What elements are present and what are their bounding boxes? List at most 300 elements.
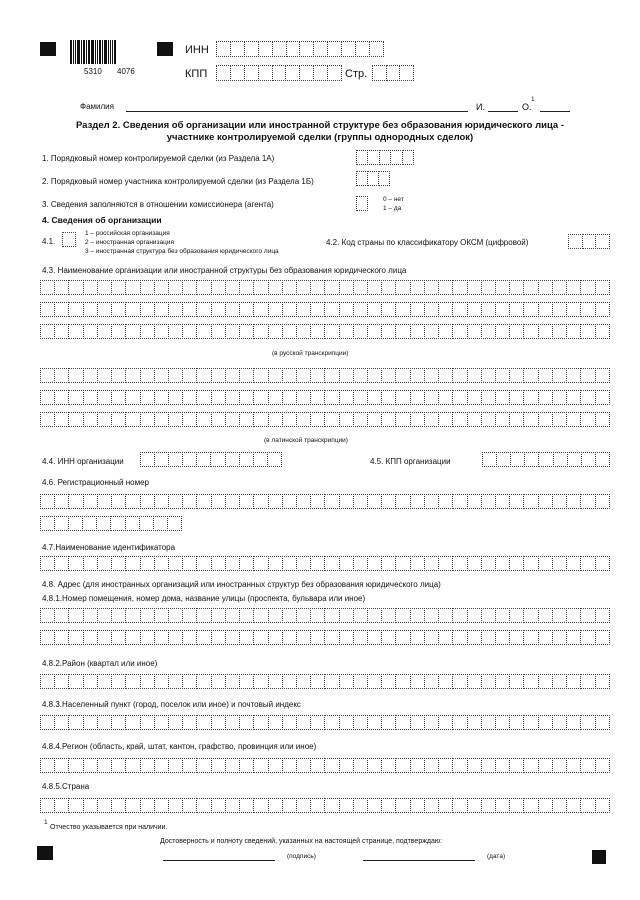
input-cell[interactable]: [566, 368, 581, 383]
input-cell[interactable]: [282, 630, 297, 645]
input-cell[interactable]: [211, 494, 226, 509]
input-cell[interactable]: [339, 368, 354, 383]
input-cell[interactable]: [40, 324, 55, 339]
input-cell[interactable]: [467, 302, 482, 317]
input-cell[interactable]: [239, 556, 254, 571]
input-cell[interactable]: [111, 758, 126, 773]
input-cell[interactable]: [282, 368, 297, 383]
input-cell[interactable]: [339, 715, 354, 730]
input-cell[interactable]: [538, 452, 553, 467]
input-cell[interactable]: [154, 452, 169, 467]
input-cell[interactable]: [125, 324, 140, 339]
input-cell[interactable]: [523, 715, 538, 730]
input-cell[interactable]: [568, 234, 583, 249]
input-cell[interactable]: [395, 302, 410, 317]
initial-o-line[interactable]: [540, 111, 570, 112]
input-cell[interactable]: [395, 556, 410, 571]
input-cell[interactable]: [282, 556, 297, 571]
input-cell[interactable]: [481, 556, 496, 571]
input-cell[interactable]: [268, 412, 283, 427]
input-cell[interactable]: [154, 302, 169, 317]
input-cell[interactable]: [595, 556, 610, 571]
input-cell[interactable]: [182, 758, 197, 773]
input-cell[interactable]: [211, 630, 226, 645]
input-cell[interactable]: [239, 798, 254, 813]
input-cell[interactable]: [310, 390, 325, 405]
input-cell[interactable]: [438, 368, 453, 383]
input-cell[interactable]: [467, 798, 482, 813]
input-cell[interactable]: [481, 280, 496, 295]
input-cell[interactable]: [523, 608, 538, 623]
input-cell[interactable]: [381, 368, 396, 383]
input-cell[interactable]: [40, 412, 55, 427]
input-cell[interactable]: [140, 630, 155, 645]
input-cell[interactable]: [211, 556, 226, 571]
input-cell[interactable]: [97, 280, 112, 295]
input-cell[interactable]: [410, 798, 425, 813]
input-cell[interactable]: [580, 302, 595, 317]
input-cell[interactable]: [467, 368, 482, 383]
input-cell[interactable]: [216, 65, 231, 81]
input-cell[interactable]: [239, 280, 254, 295]
input-cell[interactable]: [353, 608, 368, 623]
input-cell[interactable]: [139, 516, 154, 531]
input-cell[interactable]: [324, 715, 339, 730]
input-cell[interactable]: [40, 280, 55, 295]
input-cell[interactable]: [225, 280, 240, 295]
input-cell[interactable]: [182, 452, 197, 467]
input-cell[interactable]: [111, 556, 126, 571]
input-cell[interactable]: [83, 556, 98, 571]
input-cell[interactable]: [196, 368, 211, 383]
input-cell[interactable]: [353, 412, 368, 427]
input-cell[interactable]: [168, 302, 183, 317]
input-cell[interactable]: [356, 196, 368, 211]
input-cell[interactable]: [353, 324, 368, 339]
input-cell[interactable]: [83, 324, 98, 339]
input-cell[interactable]: [467, 715, 482, 730]
input-cell[interactable]: [580, 494, 595, 509]
input-cell[interactable]: [310, 302, 325, 317]
input-cell[interactable]: [510, 452, 525, 467]
input-cell[interactable]: [239, 452, 254, 467]
input-cell[interactable]: [424, 715, 439, 730]
input-cell[interactable]: [225, 390, 240, 405]
input-cell[interactable]: [253, 630, 268, 645]
input-cell[interactable]: [68, 494, 83, 509]
input-cell[interactable]: [211, 412, 226, 427]
input-cell[interactable]: [97, 608, 112, 623]
input-cell[interactable]: [296, 630, 311, 645]
input-cell[interactable]: [97, 630, 112, 645]
input-cell[interactable]: [68, 516, 83, 531]
input-cell[interactable]: [239, 494, 254, 509]
input-cell[interactable]: [395, 280, 410, 295]
input-cell[interactable]: [595, 368, 610, 383]
input-cell[interactable]: [452, 630, 467, 645]
input-cell[interactable]: [424, 674, 439, 689]
input-cell[interactable]: [196, 674, 211, 689]
input-cell[interactable]: [324, 630, 339, 645]
input-cell[interactable]: [310, 494, 325, 509]
input-cell[interactable]: [125, 280, 140, 295]
input-cell[interactable]: [424, 280, 439, 295]
field-45-cells[interactable]: [482, 452, 610, 467]
input-cell[interactable]: [268, 494, 283, 509]
input-cell[interactable]: [566, 324, 581, 339]
input-cell[interactable]: [580, 280, 595, 295]
input-cell[interactable]: [452, 324, 467, 339]
input-cell[interactable]: [253, 674, 268, 689]
input-cell[interactable]: [324, 758, 339, 773]
input-cell[interactable]: [68, 302, 83, 317]
input-cell[interactable]: [282, 280, 297, 295]
input-cell[interactable]: [282, 324, 297, 339]
input-cell[interactable]: [182, 630, 197, 645]
input-cell[interactable]: [97, 556, 112, 571]
input-cell[interactable]: [524, 452, 539, 467]
input-cell[interactable]: [481, 630, 496, 645]
input-cell[interactable]: [452, 280, 467, 295]
input-cell[interactable]: [268, 324, 283, 339]
input-cell[interactable]: [196, 608, 211, 623]
input-cell[interactable]: [310, 758, 325, 773]
field-484-row-1[interactable]: [40, 758, 610, 773]
field-41-cell[interactable]: [62, 232, 76, 247]
input-cell[interactable]: [467, 324, 482, 339]
input-cell[interactable]: [253, 608, 268, 623]
input-cell[interactable]: [239, 674, 254, 689]
input-cell[interactable]: [481, 324, 496, 339]
input-cell[interactable]: [282, 390, 297, 405]
input-cell[interactable]: [495, 368, 510, 383]
input-cell[interactable]: [395, 494, 410, 509]
input-cell[interactable]: [225, 608, 240, 623]
input-cell[interactable]: [168, 674, 183, 689]
input-cell[interactable]: [140, 798, 155, 813]
input-cell[interactable]: [40, 516, 55, 531]
input-cell[interactable]: [97, 368, 112, 383]
input-cell[interactable]: [381, 280, 396, 295]
input-cell[interactable]: [324, 674, 339, 689]
input-cell[interactable]: [552, 494, 567, 509]
input-cell[interactable]: [495, 494, 510, 509]
input-cell[interactable]: [83, 494, 98, 509]
input-cell[interactable]: [367, 368, 382, 383]
input-cell[interactable]: [353, 758, 368, 773]
input-cell[interactable]: [196, 630, 211, 645]
input-cell[interactable]: [239, 390, 254, 405]
input-cell[interactable]: [225, 674, 240, 689]
input-cell[interactable]: [438, 390, 453, 405]
input-cell[interactable]: [313, 65, 328, 81]
input-cell[interactable]: [367, 798, 382, 813]
input-cell[interactable]: [424, 494, 439, 509]
input-cell[interactable]: [282, 302, 297, 317]
input-cell[interactable]: [154, 412, 169, 427]
input-cell[interactable]: [153, 516, 168, 531]
input-cell[interactable]: [310, 608, 325, 623]
input-cell[interactable]: [395, 630, 410, 645]
input-cell[interactable]: [68, 280, 83, 295]
input-cell[interactable]: [211, 798, 226, 813]
input-cell[interactable]: [182, 494, 197, 509]
input-cell[interactable]: [125, 516, 140, 531]
input-cell[interactable]: [310, 324, 325, 339]
input-cell[interactable]: [467, 630, 482, 645]
input-cell[interactable]: [552, 390, 567, 405]
input-cell[interactable]: [211, 715, 226, 730]
input-cell[interactable]: [225, 556, 240, 571]
input-cell[interactable]: [68, 715, 83, 730]
input-cell[interactable]: [410, 758, 425, 773]
input-cell[interactable]: [452, 302, 467, 317]
input-cell[interactable]: [111, 412, 126, 427]
input-cell[interactable]: [296, 368, 311, 383]
input-cell[interactable]: [595, 758, 610, 773]
input-cell[interactable]: [552, 715, 567, 730]
input-cell[interactable]: [353, 280, 368, 295]
input-cell[interactable]: [410, 280, 425, 295]
input-cell[interactable]: [125, 715, 140, 730]
input-cell[interactable]: [296, 494, 311, 509]
input-cell[interactable]: [567, 452, 582, 467]
input-cell[interactable]: [97, 412, 112, 427]
input-cell[interactable]: [196, 452, 211, 467]
input-cell[interactable]: [54, 674, 69, 689]
input-cell[interactable]: [310, 368, 325, 383]
input-cell[interactable]: [140, 302, 155, 317]
input-cell[interactable]: [54, 368, 69, 383]
input-cell[interactable]: [372, 65, 387, 81]
input-cell[interactable]: [111, 280, 126, 295]
input-cell[interactable]: [523, 674, 538, 689]
field-483-row-1[interactable]: [40, 715, 610, 730]
input-cell[interactable]: [552, 324, 567, 339]
input-cell[interactable]: [367, 412, 382, 427]
input-cell[interactable]: [381, 608, 396, 623]
input-cell[interactable]: [495, 324, 510, 339]
input-cell[interactable]: [566, 674, 581, 689]
input-cell[interactable]: [225, 758, 240, 773]
input-cell[interactable]: [481, 798, 496, 813]
input-cell[interactable]: [125, 758, 140, 773]
input-cell[interactable]: [324, 798, 339, 813]
input-cell[interactable]: [211, 368, 226, 383]
input-cell[interactable]: [538, 324, 553, 339]
input-cell[interactable]: [595, 324, 610, 339]
input-cell[interactable]: [410, 556, 425, 571]
input-cell[interactable]: [54, 390, 69, 405]
input-cell[interactable]: [538, 798, 553, 813]
input-cell[interactable]: [552, 280, 567, 295]
input-cell[interactable]: [268, 368, 283, 383]
input-cell[interactable]: [96, 516, 111, 531]
input-cell[interactable]: [381, 798, 396, 813]
input-cell[interactable]: [268, 302, 283, 317]
input-cell[interactable]: [54, 302, 69, 317]
input-cell[interactable]: [40, 390, 55, 405]
input-cell[interactable]: [140, 494, 155, 509]
input-cell[interactable]: [395, 390, 410, 405]
field-2-cells[interactable]: [356, 171, 390, 186]
input-cell[interactable]: [324, 368, 339, 383]
input-cell[interactable]: [566, 758, 581, 773]
input-cell[interactable]: [211, 674, 226, 689]
input-cell[interactable]: [296, 798, 311, 813]
input-cell[interactable]: [395, 368, 410, 383]
input-cell[interactable]: [595, 798, 610, 813]
input-cell[interactable]: [196, 758, 211, 773]
input-cell[interactable]: [509, 390, 524, 405]
input-cell[interactable]: [40, 630, 55, 645]
input-cell[interactable]: [509, 324, 524, 339]
input-cell[interactable]: [54, 630, 69, 645]
input-cell[interactable]: [495, 608, 510, 623]
input-cell[interactable]: [253, 368, 268, 383]
input-cell[interactable]: [182, 608, 197, 623]
field-481-row-2[interactable]: [40, 630, 610, 645]
input-cell[interactable]: [410, 324, 425, 339]
input-cell[interactable]: [467, 280, 482, 295]
input-cell[interactable]: [83, 280, 98, 295]
input-cell[interactable]: [538, 390, 553, 405]
input-cell[interactable]: [68, 630, 83, 645]
input-cell[interactable]: [324, 494, 339, 509]
input-cell[interactable]: [196, 412, 211, 427]
input-cell[interactable]: [253, 758, 268, 773]
input-cell[interactable]: [595, 302, 610, 317]
input-cell[interactable]: [68, 412, 83, 427]
input-cell[interactable]: [523, 368, 538, 383]
input-cell[interactable]: [402, 150, 414, 165]
input-cell[interactable]: [140, 608, 155, 623]
input-cell[interactable]: [268, 798, 283, 813]
input-cell[interactable]: [552, 674, 567, 689]
input-cell[interactable]: [83, 302, 98, 317]
input-cell[interactable]: [239, 630, 254, 645]
field-43-ru-row-1[interactable]: [40, 280, 610, 295]
input-cell[interactable]: [97, 324, 112, 339]
input-cell[interactable]: [367, 280, 382, 295]
input-cell[interactable]: [509, 412, 524, 427]
input-cell[interactable]: [268, 556, 283, 571]
input-cell[interactable]: [324, 412, 339, 427]
input-cell[interactable]: [83, 368, 98, 383]
input-cell[interactable]: [580, 798, 595, 813]
input-cell[interactable]: [216, 41, 231, 57]
input-cell[interactable]: [310, 556, 325, 571]
input-cell[interactable]: [97, 798, 112, 813]
input-cell[interactable]: [509, 674, 524, 689]
input-cell[interactable]: [244, 41, 259, 57]
input-cell[interactable]: [509, 630, 524, 645]
input-cell[interactable]: [481, 674, 496, 689]
input-cell[interactable]: [154, 630, 169, 645]
input-cell[interactable]: [310, 715, 325, 730]
input-cell[interactable]: [182, 390, 197, 405]
input-cell[interactable]: [82, 516, 97, 531]
input-cell[interactable]: [310, 798, 325, 813]
input-cell[interactable]: [154, 324, 169, 339]
input-cell[interactable]: [410, 412, 425, 427]
input-cell[interactable]: [299, 65, 314, 81]
input-cell[interactable]: [40, 715, 55, 730]
input-cell[interactable]: [54, 324, 69, 339]
input-cell[interactable]: [523, 412, 538, 427]
input-cell[interactable]: [154, 758, 169, 773]
input-cell[interactable]: [54, 758, 69, 773]
input-cell[interactable]: [154, 368, 169, 383]
input-cell[interactable]: [452, 390, 467, 405]
input-cell[interactable]: [182, 798, 197, 813]
input-cell[interactable]: [140, 324, 155, 339]
input-cell[interactable]: [68, 674, 83, 689]
input-cell[interactable]: [495, 280, 510, 295]
input-cell[interactable]: [495, 630, 510, 645]
input-cell[interactable]: [424, 758, 439, 773]
input-cell[interactable]: [552, 608, 567, 623]
input-cell[interactable]: [566, 630, 581, 645]
input-cell[interactable]: [367, 494, 382, 509]
input-cell[interactable]: [225, 324, 240, 339]
input-cell[interactable]: [339, 608, 354, 623]
input-cell[interactable]: [40, 798, 55, 813]
input-cell[interactable]: [182, 715, 197, 730]
input-cell[interactable]: [452, 494, 467, 509]
input-cell[interactable]: [182, 556, 197, 571]
input-cell[interactable]: [97, 758, 112, 773]
input-cell[interactable]: [154, 556, 169, 571]
input-cell[interactable]: [353, 715, 368, 730]
input-cell[interactable]: [353, 390, 368, 405]
field-3-cell[interactable]: [356, 196, 368, 211]
input-cell[interactable]: [495, 715, 510, 730]
input-cell[interactable]: [438, 494, 453, 509]
input-cell[interactable]: [68, 390, 83, 405]
input-cell[interactable]: [111, 494, 126, 509]
input-cell[interactable]: [538, 674, 553, 689]
input-cell[interactable]: [40, 302, 55, 317]
input-cell[interactable]: [83, 715, 98, 730]
input-cell[interactable]: [211, 280, 226, 295]
input-cell[interactable]: [353, 630, 368, 645]
input-cell[interactable]: [324, 324, 339, 339]
input-cell[interactable]: [395, 608, 410, 623]
input-cell[interactable]: [595, 280, 610, 295]
input-cell[interactable]: [253, 556, 268, 571]
signature-line[interactable]: [163, 860, 275, 861]
input-cell[interactable]: [296, 758, 311, 773]
input-cell[interactable]: [552, 412, 567, 427]
input-cell[interactable]: [182, 674, 197, 689]
input-cell[interactable]: [239, 412, 254, 427]
input-cell[interactable]: [386, 65, 401, 81]
input-cell[interactable]: [395, 324, 410, 339]
input-cell[interactable]: [424, 608, 439, 623]
input-cell[interactable]: [438, 630, 453, 645]
input-cell[interactable]: [83, 412, 98, 427]
input-cell[interactable]: [381, 630, 396, 645]
input-cell[interactable]: [424, 302, 439, 317]
input-cell[interactable]: [296, 608, 311, 623]
input-cell[interactable]: [111, 368, 126, 383]
input-cell[interactable]: [339, 280, 354, 295]
input-cell[interactable]: [395, 715, 410, 730]
input-cell[interactable]: [566, 412, 581, 427]
input-cell[interactable]: [285, 65, 300, 81]
input-cell[interactable]: [140, 556, 155, 571]
